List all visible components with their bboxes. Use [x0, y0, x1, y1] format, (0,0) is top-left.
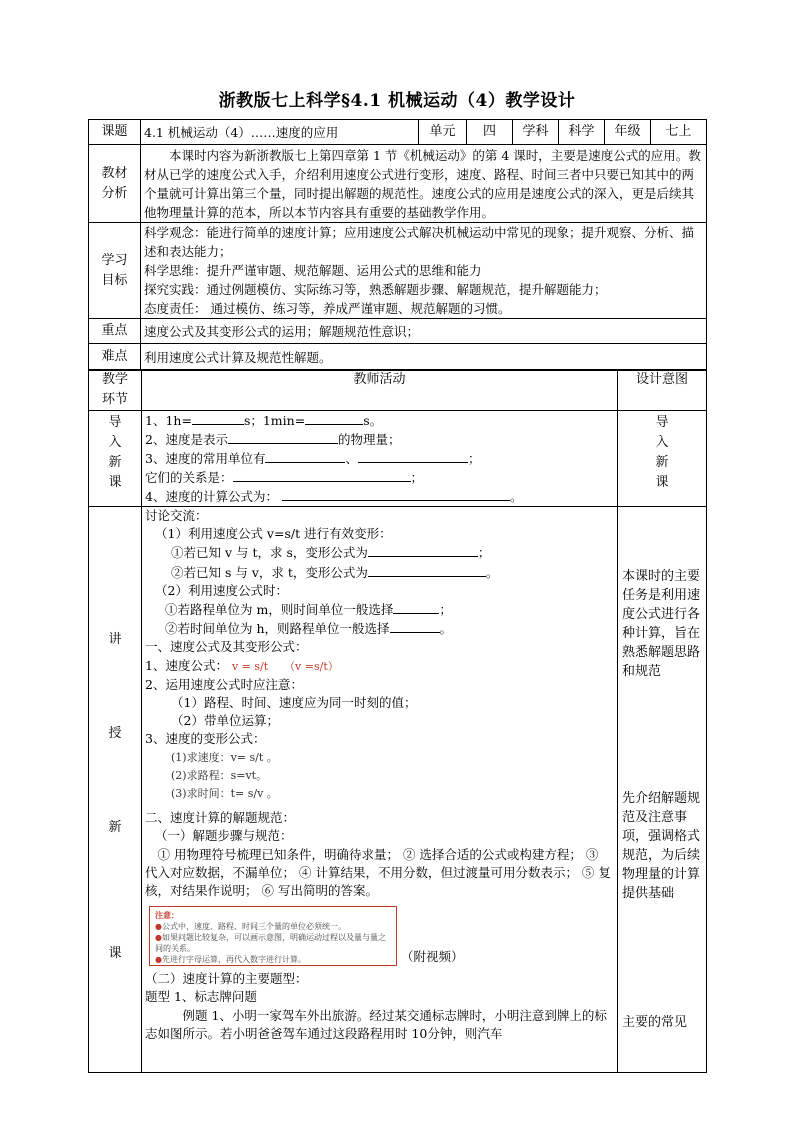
info-table	[88, 119, 707, 371]
design-header: 设计意图	[618, 370, 707, 411]
goals-text: 科学观念：能进行简单的速度计算；应用速度公式解决机械运动中常见的现象；提升观察、分析、描述和表达能力； 科学思维：提升严谨审题、规范解题、运用公式的思维和能力 探究实践：通过例题模仿、实际练习等，熟悉解题步骤、解题规范，提升解题能力； 态度责任： 通过模仿、练习等，养成严谨审题、规范解题的习惯。	[141, 223, 707, 319]
difficulty-label: 难点	[89, 344, 141, 371]
intro-activity: 1、1h= s；1min= s。 2、速度是表示 的物理量； 3、速度的常用单位有 、 ； 它们的关系是： ； 4、速度的计算公式为： 。	[142, 411, 618, 507]
formula-velocity: (1)求速度：v= s/t 。	[171, 750, 278, 764]
lecture-stage: 讲 授 新 课	[89, 507, 142, 1073]
grade-label: 年级	[605, 120, 651, 145]
lecture-design: 本课时的主要任务是利用速度公式进行各种计算，旨在熟悉解题思路和规范 先介绍解题规范及注意事项，强调格式规范，为后续物理量的计算提供基础 主要的常见	[618, 507, 707, 1073]
analysis-text: 本课时内容为新浙教版七上第四章第 1 节《机械运动》的第 4 课时，主要是速度公式的应用。教材从已学的速度公式入手，介绍利用速度公式进行变形，速度、路程、时间三者中只要已知其中的两个量就可计算出第三个量，同时提出解题的规范性。速度公式的应用是速度公式的深入，更是后续其他物理量计算的范本，所以本节内容具有重要的基础教学作用。	[141, 145, 707, 223]
key-point-label: 重点	[89, 319, 141, 344]
subject-value: 科学	[559, 120, 605, 145]
formula-time: (3)求时间：t= s/v 。	[171, 787, 278, 801]
stage-header: 教学 环节	[89, 370, 142, 411]
grade-value: 七上	[651, 120, 707, 145]
document-title: 浙教版七上科学§4.1 机械运动（4）教学设计	[218, 91, 576, 111]
formula-distance: (2)求路程：s=vt。	[171, 768, 268, 782]
intro-design: 导 入 新 课	[618, 411, 707, 507]
key-point-text: 速度公式及其变形公式的运用；解题规范性意识；	[141, 319, 707, 344]
process-table	[88, 369, 707, 1073]
lesson-value: 4.1 机械运动（4）……速度的应用	[141, 120, 419, 145]
difficulty-text: 利用速度公式计算及规范性解题。	[141, 344, 707, 371]
speed-formula-alt: （v =s/t）	[284, 659, 339, 673]
lesson-label: 课题	[89, 120, 141, 145]
subject-label: 学科	[513, 120, 559, 145]
notice-image: 注意： ●公式中，速度、路程、时间三个量的单位必须统一。 ●如果问题比较复杂，可以画示意图，明确运动过程以及量与量之间的关系。 ●先进行字母运算，再代入数字进行计算。	[149, 906, 397, 966]
goals-label: 学习 目标	[89, 223, 141, 319]
teacher-header: 教师活动	[142, 370, 618, 411]
lecture-activity: 讨论交流： （1）利用速度公式 v=s/t 进行有效变形： ①若已知 v 与 t，求 s，变形公式为 ； ②若已知 s 与 v，求 t，变形公式为 。 （2）利用速度公式时： ①若路程单位为 m，则时间单位一般选择 ； ②若时间单位为 h，则路程单位一般选择 。 一、速度公式及其变形公式： 1、速度公式： v = s/t （v =s/t） 2、运用速度公式时应注意： （1）路程、时间、速度应为同一时刻的值； （2）带单位运算； 3、速度的变形公式： (1)求速度：v= s/t 。 (2)求路程：s=vt。 (3)求时间：t= s/v 。 二、速度计算的解题规范： （一）解题步骤与规范： ① 用物理符号梳理已知条件，明确待求量； ② 选择合适的公式或构建方程； ③ 代入对应数据，不漏单位； ④ 计算结果，不用分数，但过渡量可用分数表示； ⑤ 复核，对结果作说明； ⑥ 写出简明的答案。 注意： ●公式中，速度、路程、时间三个量的单位必须统一。 ●如果问题比较复杂，可以画示意图，明确运动过程以及量与量之间的关系。 ●先进行字母运算，再代入数字进行计算。 （附视频） （二）速度计算的主要题型： 题型 1、标志牌问题 例题 1、小明一家驾车外出旅游。经过某交通标志牌时，小明注意到牌上的标志如图所示。若小明爸爸驾车通过这段路程用时 10分钟，则汽车	[142, 507, 618, 1073]
unit-label: 单元	[419, 120, 467, 145]
analysis-label: 教材 分析	[89, 145, 141, 223]
speed-formula: v = s/t	[231, 659, 269, 673]
unit-value: 四	[467, 120, 513, 145]
intro-stage: 导 入 新 课	[89, 411, 142, 507]
video-note: （附视频）	[400, 949, 464, 965]
